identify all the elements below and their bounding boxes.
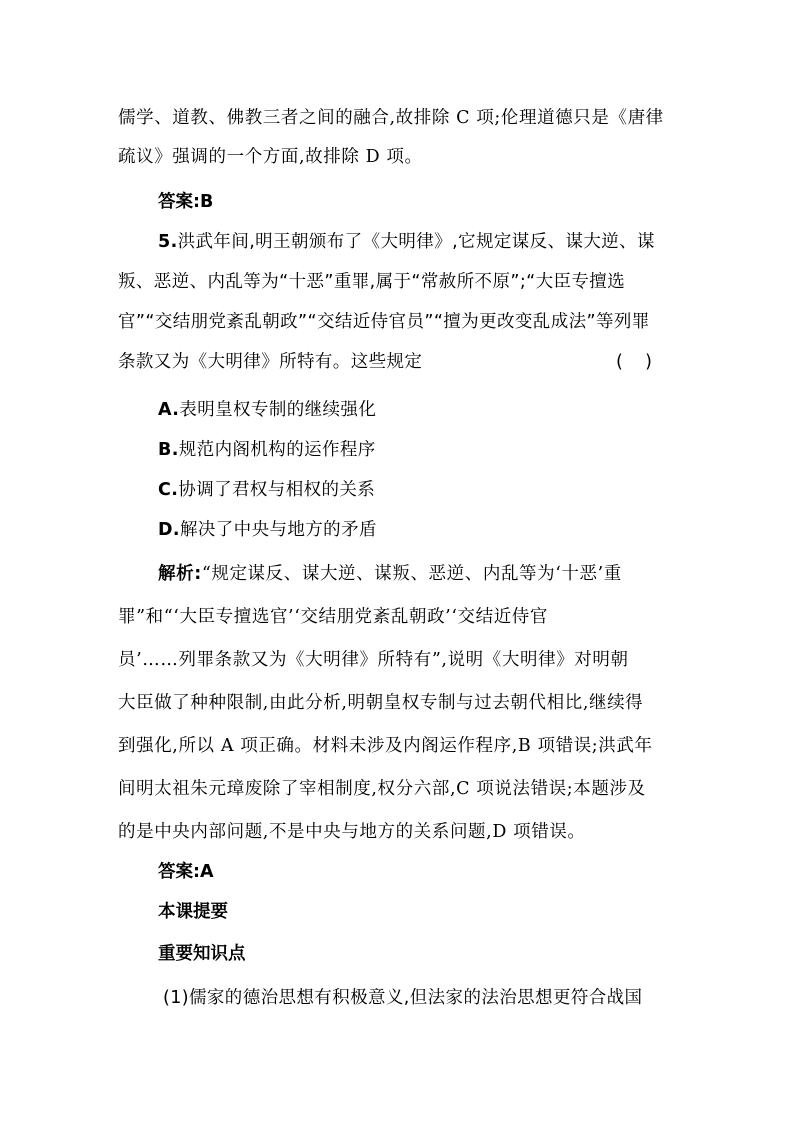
answer-4 bbox=[158, 190, 718, 214]
analysis-5-line-4: 大臣做了种种限制,由此分析,明朝皇权专制与过去朝代相比,继续得 bbox=[118, 693, 644, 713]
question-5-line-2: 叛、恶逆、内乱等为“十恶”重罪,属于“常赦所不原”;“大臣专擅选 bbox=[118, 272, 626, 292]
summary-point-1: (1)儒家的德治思想有积极意义,但法家的法治思想更符合战国 bbox=[163, 988, 643, 1008]
option-d-text: 解决了中央与地方的矛盾 bbox=[179, 520, 377, 540]
option-c-text: 协调了君权与相权的关系 bbox=[178, 480, 376, 500]
option-d bbox=[158, 518, 718, 542]
analysis-5-line-3: 员’……列罪条款又为《大明律》所特有”,说明《大明律》对明朝 bbox=[118, 650, 629, 670]
option-c bbox=[158, 478, 718, 502]
option-b-letter: B. bbox=[158, 440, 179, 460]
option-d-letter: D. bbox=[158, 520, 180, 540]
analysis-5-line-6: 间明太祖朱元璋废除了宰相制度,权分六部,C 项说法错误;本题涉及 bbox=[118, 779, 646, 799]
answer-4-label: 答案: bbox=[158, 192, 200, 212]
analysis-5-text-1: “规定谋反、谋大逆、谋叛、恶逆、内乱等为‘十恶’重 bbox=[201, 564, 622, 584]
option-b bbox=[158, 438, 718, 462]
question-5-line-3: 官”“交结朋党紊乱朝政”“交结近侍官员”“擅为更改变乱成法”等列罪 bbox=[118, 312, 650, 332]
option-a-letter: A. bbox=[158, 400, 180, 420]
question-5-text-1: 洪武年间,明王朝颁布了《大明律》,它规定谋反、谋大逆、谋 bbox=[177, 232, 655, 252]
prev-analysis-line-2: 疏议》强调的一个方面,故排除 D 项。 bbox=[118, 147, 423, 167]
summary-subheading: 重要知识点 bbox=[158, 944, 246, 964]
analysis-5-line-7: 的是中央内部问题,不是中央与地方的关系问题,D 项错误。 bbox=[118, 822, 586, 842]
summary-heading: 本课提要 bbox=[158, 902, 228, 922]
analysis-5-label: 解析: bbox=[158, 564, 202, 584]
question-5-line-4: 条款又为《大明律》所特有。这些规定 bbox=[118, 352, 423, 372]
question-5-number: 5. bbox=[158, 232, 178, 252]
answer-blank-paren: ( ) bbox=[616, 352, 652, 372]
answer-5-value: A bbox=[200, 862, 214, 882]
analysis-5-line-5: 到强化,所以 A 项正确。材料未涉及内阁运作程序,B 项错误;洪武年 bbox=[118, 736, 653, 756]
option-a-text: 表明皇权专制的继续强化 bbox=[179, 400, 377, 420]
answer-5-label: 答案: bbox=[158, 862, 200, 882]
question-5-line-1 bbox=[158, 230, 718, 254]
analysis-5-line-1 bbox=[158, 562, 718, 586]
prev-analysis-line-1: 儒学、道教、佛教三者之间的融合,故排除 C 项;伦理道德只是《唐律 bbox=[118, 108, 664, 128]
answer-4-value: B bbox=[200, 192, 214, 212]
option-c-letter: C. bbox=[158, 480, 179, 500]
option-a bbox=[158, 398, 718, 422]
option-b-text: 规范内阁机构的运作程序 bbox=[178, 440, 376, 460]
answer-5 bbox=[158, 860, 718, 884]
analysis-5-line-2: 罪”和“‘大臣专擅选官’‘交结朋党紊乱朝政’‘交结近侍官 bbox=[118, 607, 549, 627]
